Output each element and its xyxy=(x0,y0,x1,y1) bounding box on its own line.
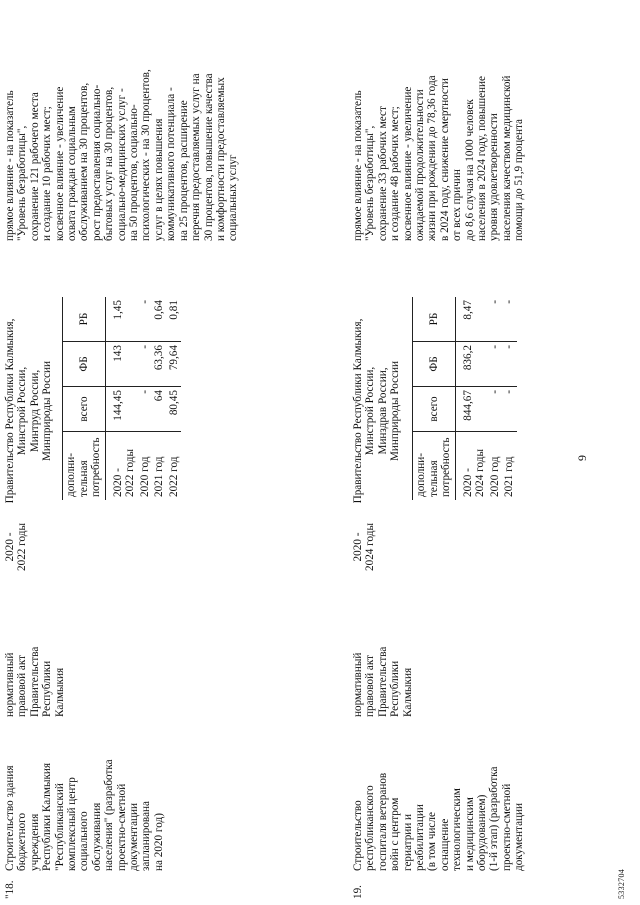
implementation-years: 2020 - 2022 годы xyxy=(4,523,29,571)
object-name: Строительство здания бюджетного учреждения Республики Калмыкия "Республиканский комплексный центр социального обслуживания населения" (разработка проектно-сметной документации запланирована на 2020 год) xyxy=(4,759,165,871)
header-regional: РБ xyxy=(413,297,456,342)
financing-table xyxy=(62,297,181,500)
header-federal: ФБ xyxy=(63,342,106,387)
legal-act: нормативный правовой акт Правительства Республики Калмыкия xyxy=(352,646,414,717)
fin-regional: 8,47 xyxy=(456,297,488,342)
document-id: 5332704 xyxy=(617,868,626,899)
fin-regional: 0,81 xyxy=(167,297,181,342)
fin-federal: 836,2 xyxy=(456,342,488,387)
fin-total: - xyxy=(138,387,152,432)
header-total: всего xyxy=(63,387,106,432)
fin-period: 2022 год xyxy=(167,456,180,497)
fin-period: 2021 год xyxy=(503,456,516,497)
fin-federal: - xyxy=(488,342,502,387)
fin-period: 2020 год xyxy=(488,456,501,497)
fin-federal: - xyxy=(502,342,516,387)
fin-regional: - xyxy=(502,297,516,342)
fin-regional: - xyxy=(488,297,502,342)
fin-federal: 63,36 xyxy=(152,342,166,387)
fin-total: 844,67 xyxy=(456,387,488,432)
header-total: всего xyxy=(413,387,456,432)
expected-effect: прямое влияние - на показатель "Уровень безработицы", сохранение 33 рабочих мест и создание 48 рабочих мест; косвенное влияние - увеличение ожидаемой продолжительности жизни при рождении до 78,36 года в 2024 году, снижение смертности от всех причин до 8,6 случая на 1000 человек населения в 2024 году, повышение уровня удовлетворенности населения качеством медицинской помощи до 51,9 процента xyxy=(352,75,526,241)
fin-period: 2020 - 2022 годы xyxy=(112,449,137,497)
responsible-parties: Правительство Республики Калмыкия, Минстрой России, Минздрав России, Минприроды России xyxy=(352,318,402,504)
page-number: 9 xyxy=(575,455,589,461)
fin-total: - xyxy=(488,387,502,432)
fin-total: 80,45 xyxy=(167,387,181,432)
fin-total: 144,45 xyxy=(106,387,138,432)
implementation-years: 2020 - 2024 годы xyxy=(352,523,377,571)
financing-table xyxy=(412,297,517,500)
fin-regional: 0,64 xyxy=(152,297,166,342)
expected-effect: прямое влияние - на показатель "Уровень безработицы", сохранение 121 рабочего места и создание 10 рабочих мест; косвенное влияние - увеличение охвата граждан социальным обслуживанием на 30 процентов, рост предоставления социально- бытовых услуг на 30 процентов, социально-медицинских услуг - на 50 процентов, социально- психологических - на 30 процентов, услуг в целях повышения коммуникативного потенциала - на 25 процентов, расширение перечня предоставляемых услуг на 30 процентов, повышение качества и комфортности предоставляемых социальных услуг xyxy=(4,69,240,241)
header-need: дополни- тельная потребность xyxy=(63,432,106,501)
header-federal: ФБ xyxy=(413,342,456,387)
fin-period: 2021 год xyxy=(153,456,166,497)
row-number: 19. xyxy=(352,885,364,899)
fin-federal: 143 xyxy=(106,342,138,387)
header-need: дополни- тельная потребность xyxy=(413,432,456,501)
object-name: Строительство республиканского госпиталя ветеранов войн с центром гериатрии и реабилитации (в том числе оснащение технологическим и медицинским оборудованием) (1-й этап) (разработка проектно-сметной документации xyxy=(352,766,526,871)
fin-total: - xyxy=(502,387,516,432)
header-regional: РБ xyxy=(63,297,106,342)
fin-regional: 1,45 xyxy=(106,297,138,342)
responsible-parties: Правительство Республики Калмыкия, Минстрой России, Минтруд России, Минприроды России xyxy=(4,318,54,504)
legal-act: нормативный правовой акт Правительства Республики Калмыкия xyxy=(4,646,66,717)
fin-federal: 79,64 xyxy=(167,342,181,387)
row-number: "18. xyxy=(4,880,16,899)
fin-total: 64 xyxy=(152,387,166,432)
fin-regional: - xyxy=(138,297,152,342)
fin-period: 2020 год xyxy=(138,456,151,497)
fin-period: 2020 - 2024 годы xyxy=(462,449,487,497)
fin-federal: - xyxy=(138,342,152,387)
